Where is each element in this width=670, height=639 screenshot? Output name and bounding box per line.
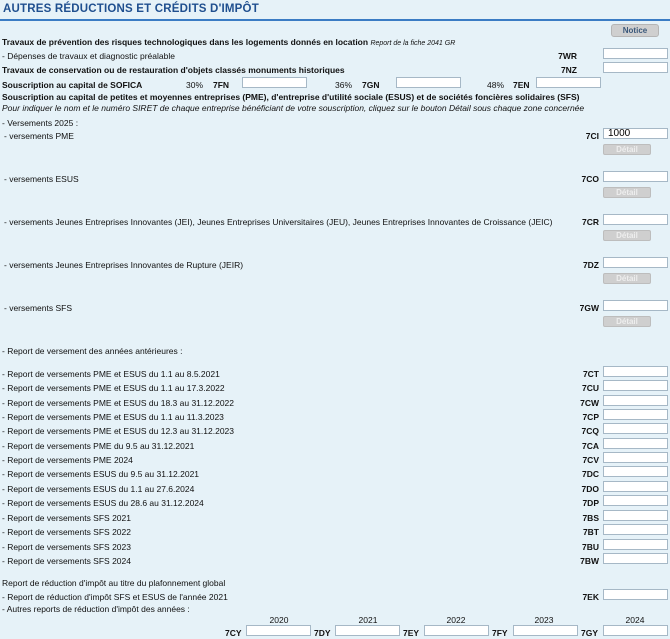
report-note: Report de la fiche 2041 GR <box>370 40 456 47</box>
field-7dc[interactable] <box>603 466 668 477</box>
code-7bs: 7BS <box>582 513 599 523</box>
code-7wr: 7WR <box>558 51 577 61</box>
detail-button-7dz[interactable]: Détail <box>603 273 651 284</box>
versement-pme-label: - versements PME <box>4 131 74 141</box>
title-divider <box>0 19 670 21</box>
report-label: - Report de versements PME et ESUS du 12.3 au 31.12.2023 <box>2 426 234 436</box>
sofica-heading: Souscription au capital de SOFICA <box>2 80 143 90</box>
sofica-pct-30: 30% <box>186 80 204 90</box>
field-7bs[interactable] <box>603 510 668 521</box>
code-7dc: 7DC <box>581 469 599 479</box>
versement-esus-label: - versements ESUS <box>4 174 79 184</box>
plafonnement-sfs-esus-label: - Report de réduction d'impôt SFS et ESUS de l'année 2021 <box>2 592 228 602</box>
detail-button-7co[interactable]: Détail <box>603 187 651 198</box>
field-7wr[interactable] <box>603 48 668 59</box>
code-7cu: 7CU <box>581 383 599 393</box>
sofica-pct-36: 36% <box>335 80 353 90</box>
report-label: - Report de versements SFS 2022 <box>2 527 131 537</box>
report-label: - Report de versements PME et ESUS du 1.1 au 11.3.2023 <box>2 412 224 422</box>
code-7dp: 7DP <box>582 498 599 508</box>
field-7dp[interactable] <box>603 495 668 506</box>
code-7ek: 7EK <box>582 592 599 602</box>
detail-button-7ci[interactable]: Détail <box>603 144 651 155</box>
year-2024: 2024 <box>625 615 645 625</box>
code-7cy: 7CY <box>225 628 242 638</box>
code-7cr: 7CR <box>581 217 599 227</box>
field-7en[interactable] <box>536 77 601 88</box>
code-7cv: 7CV <box>582 455 599 465</box>
code-7ca: 7CA <box>581 441 599 451</box>
field-7cq[interactable] <box>603 423 668 434</box>
code-7bu: 7BU <box>581 542 599 552</box>
travaux-risques-label: - Dépenses de travaux et diagnostic préalable <box>2 51 175 61</box>
field-7ca[interactable] <box>603 438 668 449</box>
year-2020: 2020 <box>269 615 289 625</box>
field-7cr[interactable] <box>603 214 668 225</box>
versements-label: - Versements 2025 : <box>2 118 79 128</box>
code-7dy: 7DY <box>314 628 331 638</box>
code-7nz: 7NZ <box>560 65 577 75</box>
report-label: - Report de versements ESUS du 28.6 au 31.12.2024 <box>2 498 204 508</box>
pme-instructions: Pour indiquer le nom et le numéro SIRET de chaque entreprise bénéficiant de votre souscription, cliquez sur le bouton Détail sous chaque zone concernée <box>2 103 585 113</box>
field-7dz[interactable] <box>603 257 668 268</box>
reports-heading: - Report de versement des années antérieures : <box>2 346 183 356</box>
sofica-pct-48: 48% <box>487 80 505 90</box>
field-7bu[interactable] <box>603 539 668 550</box>
report-label: - Report de versements PME et ESUS du 1.1 au 8.5.2021 <box>2 369 220 379</box>
field-7ci[interactable]: 1000 <box>603 128 668 139</box>
code-7cw: 7CW <box>580 398 599 408</box>
year-2022: 2022 <box>446 615 466 625</box>
versement-sfs-label: - versements SFS <box>4 303 73 313</box>
field-7cu[interactable] <box>603 380 668 391</box>
field-7cv[interactable] <box>603 452 668 463</box>
travaux-risques-title: Travaux de prévention des risques technologiques dans les logements donnés en location <box>2 37 369 47</box>
monuments-heading: Travaux de conservation ou de restauration d'objets classés monuments historiques <box>2 65 345 75</box>
code-7do: 7DO <box>581 484 599 494</box>
code-7bt: 7BT <box>582 527 599 537</box>
code-7ci: 7CI <box>585 131 599 141</box>
code-7ey: 7EY <box>403 628 420 638</box>
versement-jei-label: - versements Jeunes Entreprises Innovantes (JEI), Jeunes Entreprises Universitaires (JEU), Jeunes Entreprises Innovantes de Croissance (JEIC) <box>4 217 553 227</box>
code-7co: 7CO <box>581 174 599 184</box>
detail-button-7gw[interactable]: Détail <box>603 316 651 327</box>
code-7fn: 7FN <box>213 80 230 90</box>
field-7bw[interactable] <box>603 553 668 564</box>
code-7en: 7EN <box>513 80 530 90</box>
report-label: - Report de versements PME et ESUS du 1.1 au 17.3.2022 <box>2 383 225 393</box>
field-7co[interactable] <box>603 171 668 182</box>
code-7dz: 7DZ <box>582 260 599 270</box>
report-label: - Report de versements PME du 9.5 au 31.12.2021 <box>2 441 195 451</box>
year-2023: 2023 <box>534 615 554 625</box>
report-label: - Report de versements SFS 2023 <box>2 542 131 552</box>
travaux-risques-heading <box>2 37 455 47</box>
field-7dy[interactable] <box>335 625 400 636</box>
code-7cq: 7CQ <box>581 426 599 436</box>
code-7ct: 7CT <box>582 369 599 379</box>
field-7cp[interactable] <box>603 409 668 420</box>
notice-button[interactable]: Notice <box>611 24 659 37</box>
code-7cp: 7CP <box>582 412 599 422</box>
field-7fy[interactable] <box>513 625 578 636</box>
field-7ct[interactable] <box>603 366 668 377</box>
report-label: - Report de versements SFS 2021 <box>2 513 131 523</box>
pme-heading: Souscription au capital de petites et moyennes entreprises (PME), d'entreprise d'utilité sociale (ESUS) et de sociétés foncières solidaires (SFS) <box>2 92 580 102</box>
code-7bw: 7BW <box>580 556 599 566</box>
versement-jeir-label: - versements Jeunes Entreprises Innovantes de Rupture (JEIR) <box>4 260 244 270</box>
field-7gy[interactable] <box>603 625 668 636</box>
code-7gn: 7GN <box>362 80 380 90</box>
report-label: - Report de versements PME et ESUS du 18.3 au 31.12.2022 <box>2 398 234 408</box>
autres-reports-label: - Autres reports de réduction d'impôt des années : <box>2 604 190 614</box>
plafonnement-heading: Report de réduction d'impôt au titre du plafonnement global <box>2 578 226 588</box>
report-label: - Report de versements PME 2024 <box>2 455 133 465</box>
field-7bt[interactable] <box>603 524 668 535</box>
code-7gy: 7GY <box>581 628 599 638</box>
report-label: - Report de versements ESUS du 1.1 au 27.6.2024 <box>2 484 195 494</box>
report-label: - Report de versements ESUS du 9.5 au 31.12.2021 <box>2 469 200 479</box>
field-7ey[interactable] <box>424 625 489 636</box>
field-7nz[interactable] <box>603 62 668 73</box>
report-label: - Report de versements SFS 2024 <box>2 556 131 566</box>
field-7gw[interactable] <box>603 300 668 311</box>
year-2021: 2021 <box>358 615 378 625</box>
field-7ek[interactable] <box>603 589 668 600</box>
field-7cy[interactable] <box>246 625 311 636</box>
page-title: AUTRES RÉDUCTIONS ET CRÉDITS D'IMPÔT <box>3 3 259 15</box>
code-7fy: 7FY <box>492 628 508 638</box>
field-7cw[interactable] <box>603 395 668 406</box>
detail-button-7cr[interactable]: Détail <box>603 230 651 241</box>
field-7do[interactable] <box>603 481 668 492</box>
field-7fn[interactable] <box>242 77 307 88</box>
code-7gw: 7GW <box>579 303 599 313</box>
field-7gn[interactable] <box>396 77 461 88</box>
